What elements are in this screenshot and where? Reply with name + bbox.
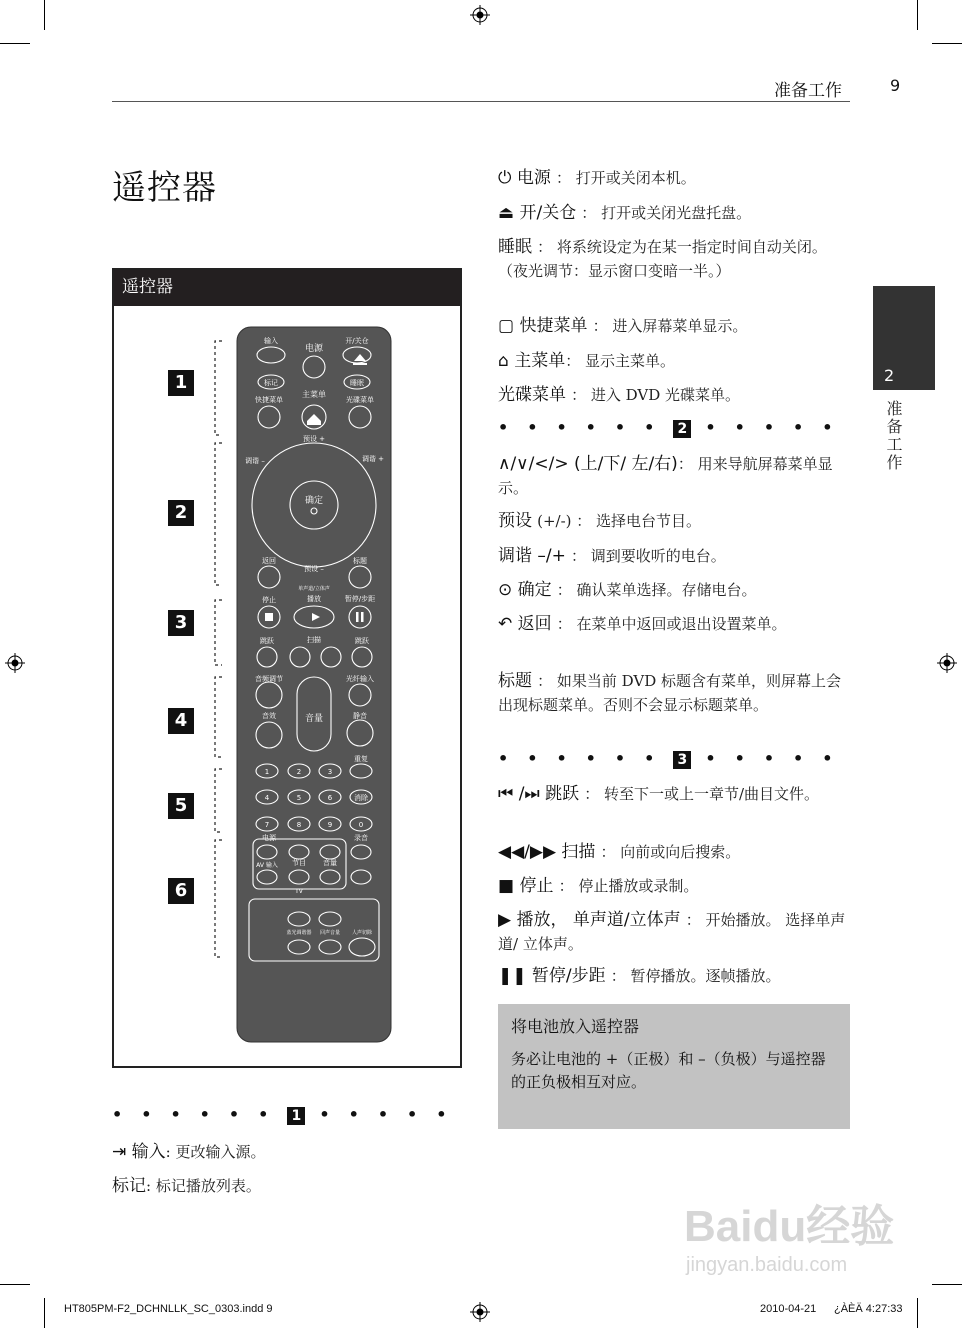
group-brackets: [160, 335, 235, 960]
divider-2: •••••• 2 •••••: [498, 418, 852, 437]
remote-label: 睡眠: [350, 379, 364, 387]
entry-return: ↶ 返回 ： 在菜单中返回或退出设置菜单。: [498, 614, 787, 634]
remote-label: 停止: [262, 596, 276, 604]
remote-digit: 4: [264, 794, 270, 802]
remote-label: 单声道/立体声: [298, 586, 330, 592]
remote-label: 重复: [354, 755, 368, 763]
entry-play: ▶ 播放， 单声道/立体声 ： 开始播放。 选择单声道/ 立体声。: [498, 910, 846, 953]
entry-stop: ■ 停止 ： 停止播放或录制。: [498, 876, 699, 896]
registration-mark-icon: [5, 653, 25, 673]
remote-label: 音频调节: [255, 675, 283, 683]
crop-mark: [44, 0, 45, 30]
watermark: [684, 1190, 894, 1277]
entry-input: ⇥ 输入: 更改输入源。: [112, 1142, 266, 1162]
entry-scan: ◀◀/▶▶ 扫描 ： 向前或向后搜索。: [498, 842, 741, 862]
remote-label: 回声音量: [319, 930, 341, 936]
remote-label: 标记: [264, 379, 278, 387]
footer-date: 2010-04-21: [760, 1303, 817, 1315]
remote-digit: 1: [264, 768, 270, 776]
chapter-tab-label: 准备工作: [884, 400, 903, 472]
remote-label: 开/关仓: [345, 337, 369, 345]
remote-label: 输入: [264, 337, 278, 345]
registration-mark-icon: [470, 1302, 490, 1322]
battery-note-title: 将电池放入遥控器: [511, 1017, 640, 1036]
crop-mark: [0, 43, 30, 44]
group-number: 5: [168, 793, 194, 819]
remote-label: 主菜单: [302, 390, 326, 399]
entry-enter: ⊙ 确定 ： 确认菜单选择。存储电台。: [498, 580, 757, 600]
remote-label: 确定: [304, 496, 324, 506]
remote-label: 音量: [323, 859, 337, 867]
remote-label: 调谐 +: [361, 455, 385, 463]
remote-label: 光纤输入: [346, 675, 374, 683]
remote-label: 蓝光调谐器: [286, 930, 312, 936]
crop-mark: [0, 1284, 30, 1285]
entry-skip: ⏮ /⏭ 跳跃 ： 转至下一或上一章节/曲目文件。: [498, 784, 820, 804]
remote-label: 节目: [292, 859, 306, 867]
registration-mark-icon: [937, 653, 957, 673]
remote-label: 电源: [262, 834, 276, 842]
remote-digit: 3: [327, 768, 333, 776]
footer-file: HT805PM-F2_DCHNLLK_SC_0303.indd 9: [64, 1303, 273, 1315]
remote-label: 光碟菜单: [346, 396, 374, 404]
remote-label: 标题: [353, 557, 367, 565]
section-title: 遥控器: [112, 168, 217, 208]
entry-pause: ❚❚ 暂停/步距 ： 暂停播放。逐帧播放。: [498, 966, 781, 986]
crop-mark: [44, 1298, 45, 1328]
entry-mark: 标记: 标记播放列表。: [112, 1176, 261, 1196]
divider-3: •••••• 3 •••••: [498, 749, 852, 768]
group-number: 2: [168, 500, 194, 526]
entry-title: 标题 ： 如果当前 DVD 标题含有菜单，则屏幕上会出现标题菜单。否则不会显示标题菜单。: [498, 671, 842, 714]
entry-disc-menu: 光碟菜单 ： 进入 DVD 光碟菜单。: [498, 385, 741, 405]
watermark-url: jingyan.baidu.com: [686, 1254, 848, 1276]
entry-power: ⏻ 电源 ： 打开或关闭本机。: [498, 168, 696, 188]
crop-mark: [932, 43, 962, 44]
group-number: 3: [168, 610, 194, 636]
remote-digit: 0: [358, 821, 364, 829]
chapter-tab-number: 2: [884, 366, 895, 385]
footer-time: ¿ÀÈÄ 4:27:33: [834, 1303, 903, 1315]
entry-tuning: 调谐 –/+ ： 调到要收听的电台。: [498, 546, 726, 566]
remote-label: 消除: [354, 794, 368, 802]
remote-label: AV 输入: [256, 862, 278, 869]
divider-1: •••••• 1 •••••: [112, 1105, 466, 1124]
crop-mark: [917, 0, 918, 30]
remote-label: 扫描: [307, 636, 321, 644]
remote-label: 快捷菜单: [255, 396, 283, 404]
remote-digit: 8: [296, 821, 302, 829]
remote-label: 暂停/步距: [344, 595, 376, 603]
remote-label: 播放: [307, 595, 321, 603]
remote-label: 返回: [262, 557, 276, 565]
running-header-title: 准备工作: [774, 81, 842, 101]
remote-digit: 5: [296, 794, 302, 802]
remote-digit: 2: [296, 768, 302, 776]
remote-label: 预设 +: [302, 435, 326, 443]
remote-digit: 7: [264, 821, 270, 829]
remote-label: 音效: [262, 712, 276, 720]
battery-note-box: [498, 1004, 850, 1129]
remote-illustration: [235, 325, 395, 1055]
chapter-tab: [873, 286, 935, 390]
remote-label: 预设 –: [304, 565, 324, 573]
watermark-brand: Baidu经验: [684, 1202, 895, 1251]
crop-mark: [932, 1284, 962, 1285]
group-number: 6: [168, 878, 194, 904]
group-number: 4: [168, 708, 194, 734]
registration-mark-icon: [470, 5, 490, 25]
entry-preset: 预设 (+/-) ： 选择电台节目。: [498, 511, 702, 531]
remote-label: 音量: [304, 714, 324, 724]
remote-label: 静音: [353, 712, 367, 720]
entry-quick-menu: ▢ 快捷菜单 ： 进入屏幕菜单显示。: [498, 316, 748, 336]
remote-label: 电源: [304, 344, 324, 354]
group-number: 1: [168, 370, 194, 396]
crop-mark: [917, 1298, 918, 1328]
remote-label: 跳跃: [260, 637, 274, 645]
remote-label: TV: [295, 888, 303, 895]
battery-note-text: 务必让电池的 +（正极）和 –（负极）与遥控器的正负极相互对应。: [511, 1050, 826, 1091]
page-number: 9: [890, 76, 901, 95]
entry-sleep: 睡眠 ： 将系统设定为在某一指定时间自动关闭。 （夜光调节：显示窗口变暗一半。）: [498, 237, 827, 280]
remote-label: 跳跃: [355, 637, 369, 645]
remote-digit: 9: [327, 821, 333, 829]
remote-label: 人声切除: [351, 930, 373, 936]
remote-digit: 6: [327, 794, 333, 802]
remote-label: 调谐 –: [245, 457, 265, 465]
remote-label: 录音: [354, 834, 368, 842]
header-rule: [112, 101, 850, 102]
entry-open-close: ⏏ 开/关仓 ： 打开或关闭光盘托盘。: [498, 203, 752, 223]
entry-navigation: ∧/∨/</> (上/下/ 左/右)： 用来导航屏幕菜单显示。: [498, 454, 833, 497]
entry-home-menu: ⌂ 主菜单： 显示主菜单。: [498, 351, 675, 371]
figure-caption: 遥控器: [114, 270, 460, 306]
